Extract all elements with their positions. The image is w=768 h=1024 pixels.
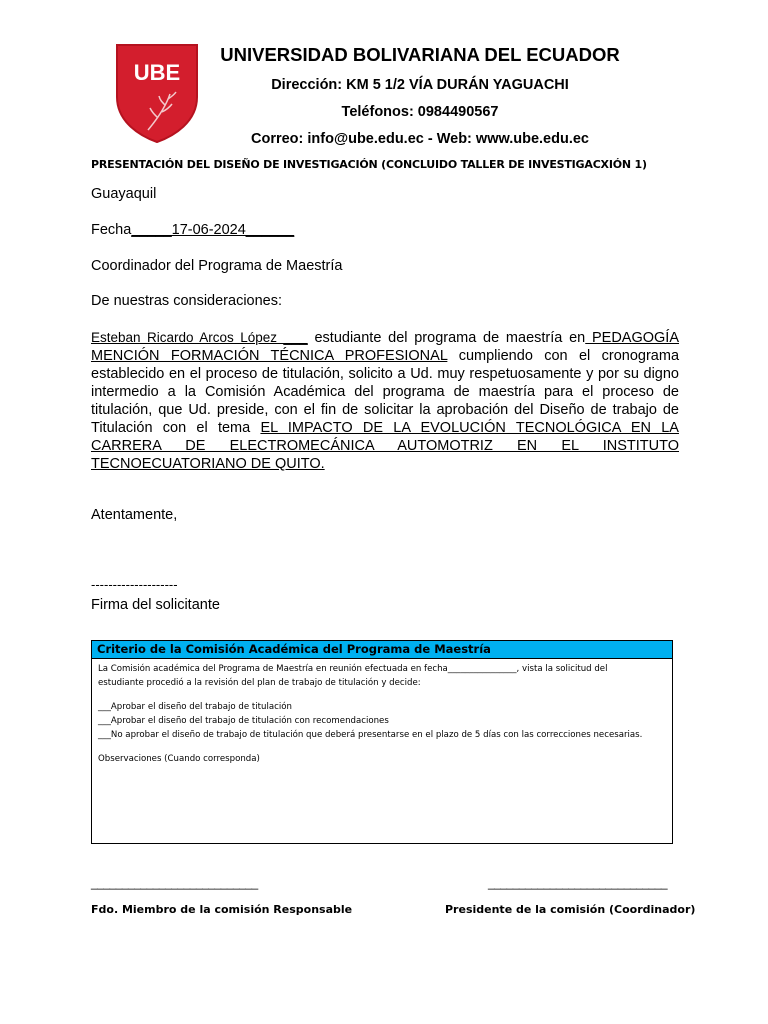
signature-dashes: -------------------- [91,577,178,592]
committee-body [92,659,672,766]
date-label: Fecha [91,222,132,238]
document-subtitle: PRESENTACIÓN DEL DISEÑO DE INVESTIGACIÓN (CONCLUIDO TALLER DE INVESTIGACXIÓN 1) [91,158,647,171]
signature-label-president: Presidente de la comisión (Coordinador) [445,903,696,916]
committee-heading: Criterio de la Comisión Académica del Programa de Maestría [92,641,672,659]
committee-option-approve-recommendations: ___Aprobar el diseño del trabajo de titulación con recomendaciones [98,716,389,726]
body-text-1: estudiante del programa de maestría en [307,330,586,346]
letter-recipient: Coordinador del Programa de Maestría [91,258,343,274]
letter-date [91,222,294,238]
student-name-blank: ___ [283,330,308,346]
letter-body [91,329,679,473]
university-name: UNIVERSIDAD BOLIVARIANA DEL ECUADOR [220,44,620,65]
student-name: Esteban Ricardo Arcos López [91,330,284,345]
body-text-2: cumpliendo con el cronograma establecido en el proceso de titulación, solicito a Ud. muy respetuosamente y por su digno intermedio a la Comisión Académica del programa de maestría para el proceso de titulación, que Ud. preside, con el fin de solicitar la aprobación del Diseño de trabajo de Titulación con el tema [91,348,680,436]
committee-box [91,640,673,844]
letter-greeting: De nuestras consideraciones: [91,293,283,309]
logo-text: UBE [133,60,181,85]
committee-intro-1: La Comisión académica del Programa de Maestría en reunión efectuada en fecha________________, vista la solicitud del [98,664,608,674]
date-value: _____17-06-2024______ [131,222,295,238]
university-contact: Correo: info@ube.edu.ec - Web: www.ube.edu.ec [250,131,589,147]
committee-intro-2: estudiante procedió a la revisión del plan de trabajo de titulación y decide: [98,678,421,688]
committee-observations-label: Observaciones (Cuando corresponda) [98,754,260,764]
committee-option-reject: ___No aprobar el diseño de trabajo de titulación que deberá presentarse en el plazo de 5 días con las correcciones necesarias. [98,730,643,740]
university-address: Dirección: KM 5 1/2 VÍA DURÁN YAGUACHI [271,77,569,93]
signature-label: Firma del solicitante [91,597,220,613]
signature-line-member: ___________________________ [91,876,258,890]
letter-city: Guayaquil [91,186,157,202]
signature-label-member: Fdo. Miembro de la comisión Responsable [91,903,353,916]
letter-closing: Atentamente, [91,507,178,523]
thesis-topic: EL IMPACTO DE LA EVOLUCIÓN TECNOLÓGICA EN LA CARRERA DE ELECTROMECÁNICA AUTOMOTRIZ EN EL INSTITUTO TECNOECUATORIANO DE QUITO. [91,420,679,472]
university-phones: Teléfonos: 0984490567 [341,104,499,120]
committee-option-approve: ___Aprobar el diseño del trabajo de titulación [98,702,292,712]
signature-line-president: _____________________________ [488,876,668,890]
program-name: PEDAGOGÍA MENCIÓN FORMACIÓN TÉCNICA PROFESIONAL [91,330,680,364]
